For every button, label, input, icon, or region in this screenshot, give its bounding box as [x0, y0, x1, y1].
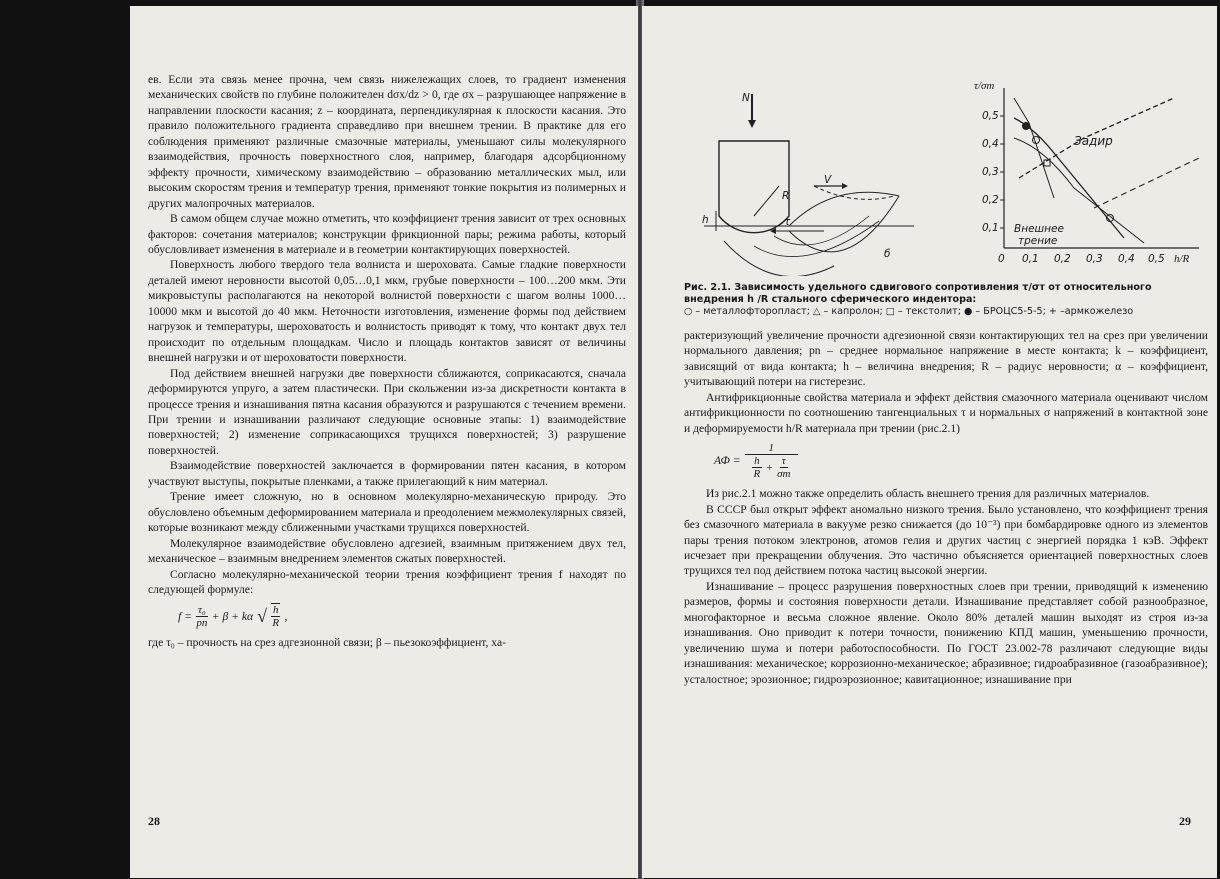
label-b: б [884, 248, 891, 260]
external-friction-label-1: Внешнее [1014, 223, 1064, 235]
paragraph: где τ₀ – прочность на срез адгезионной связи; β – пьезокоэффициент, ха- [148, 636, 506, 650]
paragraph: Взаимодействие поверхностей заключается в формировании пятен касания, в котором участвуют выступы, покрытые пленками, а также прилегающий к ним материал. [148, 459, 626, 488]
y-tick: 0,3 [982, 166, 999, 178]
paragraph: Изнашивание – процесс разрушения поверхностных слоев при трении, приводящий к изменению размеров, формы и состояния поверхности детали. Изнашивание представляет собой разнообразное, многофакторное и весьма сложное явление. Около 80% деталей машин выходят из строя из-за изнашивания. Оно приводит к потери точности, понижению КПД машин, уменьшению прочности, увеличению шума и потери работоспособности. По ГОСТ 23.002-78 различают следующие виды изнашивания: механическое; коррозионно-механическое; абразивное; гидроабразивное (газоабразивное); усталостное; эрозионное; гидроэрозионное; кавитационное; изнашивание при [684, 579, 1208, 686]
formula-lhs: f = [178, 609, 192, 623]
af-fraction [745, 442, 799, 480]
paragraph: ев. Если эта связь менее прочна, чем связь нижележащих слоев, то градиент изменения механических свойств по глубине положителен dσx/dz > 0, где σx – разрушающее напряжение в направлении плоскости касания; z – координата, перпендикулярная к плоскости касания. Это правило положительного градиента справедливо при внешнем трении. В практике для его соблюдения применяют различные смазочные материалы, уменьшают силы молекулярного взаимодействия, прочность поверхностного слоя, например, благодаря адсорбционному эффекту прочности, химическому взаимодействию – образованию металлических мыл, или высоким скоростям трения и температур трения, применяют тонкие покрытия из полимерных и других малопрочных материалов. [148, 73, 626, 210]
page-number: 28 [148, 814, 160, 828]
formula-middle: + β + kα [211, 609, 254, 623]
formula-fraction [196, 604, 208, 629]
label-R: R [782, 190, 790, 202]
formula-denominator: pn [196, 616, 208, 629]
formula-end: , [284, 609, 288, 623]
paragraph: рактеризующий увеличение прочности адгезионной связи контактирующих тел на срез при увеличении нормального давления; pn – среднее нормальное напряжение в месте контакта; k – коэффициент, зависящий от вида контакта; h – величина внедрения; R – радиус неровности; α – коэффициент, учитывающий потери на гистерезис. [684, 329, 1208, 389]
x-axis-title: h/R [1174, 253, 1190, 265]
y-tick: 0,1 [982, 222, 999, 234]
af-den-1-num: h [754, 455, 760, 468]
y-tick: 0,5 [982, 110, 999, 122]
af-den-1-den: R [753, 468, 761, 481]
friction-formula [178, 603, 626, 629]
ratio-graph [974, 78, 1204, 268]
x-tick: 0,3 [1086, 253, 1103, 265]
formula-sqrt-fraction [271, 603, 281, 629]
af-numerator: 1 [745, 442, 799, 455]
formula-sqrt-denominator: R [272, 617, 280, 630]
y-tick: 0,4 [982, 138, 999, 150]
x-tick: 0,2 [1054, 253, 1071, 265]
af-den-term-2 [777, 455, 790, 480]
right-page-body [684, 328, 1208, 687]
paragraph: Поверхность любого твердого тела волниста и шероховата. Самые гладкие поверхности деталей имеют неровности высотой 0,05…0,1 мкм, грубые поверхности – 100…200 мкм. Эти микровыступы располагаются на некоторой волнистой поверхности с шагом волны 1000…10000 мкм и высотой до 40 мкм. Неточности изготовления, изменение формы под действием нагрузок и температуры, шероховатость и волнистость приводят к тому, что контакт двух тел происходит по отдельным площадкам. Число и площадь контактов зависят от величины внешней нагрузки и от шероховатости поверхности. [148, 258, 626, 365]
x-tick: 0,1 [1022, 253, 1039, 265]
paragraph: Из рис.2.1 можно также определить область внешнего трения для различных материалов. [706, 487, 1150, 501]
af-denominator [752, 455, 790, 480]
label-V: V [824, 174, 832, 186]
label-N: N [742, 92, 750, 104]
paragraph: В СССР был открыт эффект аномально низкого трения. Было установлено, что коэффициент трения без смазочного материала в вакууме резко снижается (до 10⁻³) при бомбардировке одного из элементов пары трения потоком электронов, атомов гелия и других частиц с энергией порядка 1 кэВ. Эффект исчезает при прекращении облучения. Это частично объясняется ориентацией поверхностных слоев трущихся тел под действием потока частиц высокой энергии. [684, 502, 1208, 578]
y-tick: 0,2 [982, 194, 999, 206]
paragraph: В самом общем случае можно отметить, что коэффициент трения зависит от трех основных факторов: сочетания материалов; конструкции фрикционной пары; режима работы, который обусловливает изменения в материале и в геометрии контактирующих поверхностей. [148, 212, 626, 256]
seizure-region-label: Задир [1074, 134, 1113, 148]
x-tick: 0 [998, 253, 1005, 265]
af-den-term-1 [752, 455, 762, 480]
caption-title: Рис. 2.1. Зависимость удельного сдвигового сопротивления τ/σт от относительного внедрения h /R стального сферического индентора: [684, 282, 1152, 306]
y-axis-title: τ/σт [974, 80, 995, 92]
formula-numerator: τ₀ [197, 603, 206, 616]
af-den-2-den: σт [777, 468, 791, 481]
figure-2-1 [684, 78, 1208, 278]
x-tick: 0,5 [1148, 253, 1165, 265]
af-plus: + [765, 461, 774, 474]
left-page [130, 6, 638, 878]
paragraph: Трение имеет сложную, но в основном молекулярно-механическую природу. Это обусловлено объемным деформированием материала и преодолением межмолекулярных связей, которые возникают между сближенными участками трущихся поверхностей. [148, 490, 626, 535]
right-page [642, 6, 1217, 878]
paragraph: Молекулярное взаимодействие обусловлено адгезией, взаимным притяжением двух тел, механическое – взаимным внедрением элементов сжатых поверхностей. [148, 536, 626, 566]
antifriction-formula [714, 442, 1208, 480]
indenter-schematic [694, 86, 934, 276]
page-number: 29 [1179, 814, 1191, 828]
sqrt-sign-icon: √ [257, 605, 267, 626]
external-friction-label-2: трение [1018, 235, 1058, 247]
paragraph: Согласно молекулярно-механической теории трения коэффициент трения f находят по следующей формуле: [148, 567, 626, 596]
formula-sqrt-numerator: h [272, 604, 279, 617]
af-lhs: АФ = [714, 454, 741, 468]
paragraph: Под действием внешней нагрузки две поверхности сближаются, соприкасаются, сначала деформируются упруго, а затем пластически. При скольжении из-за дискретности контакта в процессе трения и изнашивания пятна касания образуются и разрушаются с течением времени. При трении и изнашивании различают следующие основные этапы: 1) взаимодействие поверхностей; 2) изменение соприкасающихся трущихся поверхностей; 3) разрушение поверхностей. [148, 366, 626, 457]
af-den-2-num: τ [781, 455, 786, 468]
caption-legend: ○ – металлофторопласт; △ – капролон; □ – текстолит; ● – БРОЦС5-5-5; + –армкожелезо [684, 306, 1134, 318]
figure-caption [684, 282, 1208, 319]
x-tick: 0,4 [1118, 253, 1135, 265]
left-page-body [148, 72, 626, 651]
label-h: h [702, 214, 709, 226]
label-tau: τ [784, 216, 791, 228]
paragraph: Антифрикционные свойства материала и эффект действия смазочного материала оценивают числом антифрикционности по соотношению тангенциальных τ и нормальных σ напряжений в контактной зоне и деформируемости h/R материала при трении (рис.2.1) [684, 390, 1208, 435]
